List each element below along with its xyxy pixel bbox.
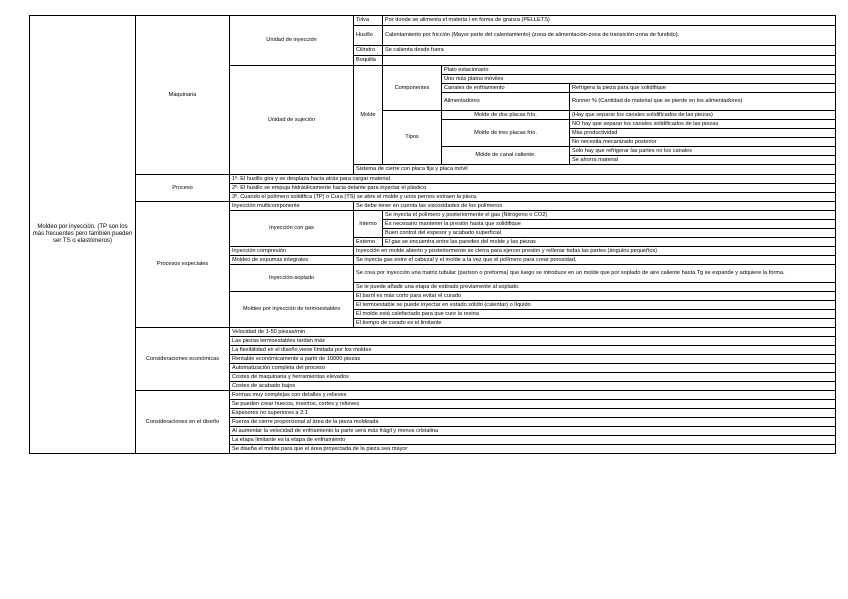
proceso-step-2: 2º. El husillo se empuja hidráulicamente hacia delante para inyectar el plástico	[230, 184, 836, 193]
alimentadores: Alimentadores	[442, 93, 570, 111]
compresion-desc: Inyección en molde abierto y posteriormente se cierra para ejercer presión y rellenar todas las partes (ángulos pequeños)	[354, 247, 836, 256]
diseno-item: Formas muy complejas con detalles y relieves	[230, 391, 836, 400]
inyeccion-gases: Inyección con gas	[230, 211, 354, 247]
consideraciones-diseno-cell: Consideraciones en el diseño	[136, 391, 230, 454]
root-cell: Moldeo por inyección. (TP son los más frecuentes pero también pueden ser TS o elastómeros)	[30, 16, 136, 454]
tres-placas-desc-1: NO hay que separar los canales solidificados de las piezas	[570, 120, 836, 129]
cilindro-cell: Cilindro	[354, 46, 383, 56]
termoestables-desc-3: El molde está calefactado para que cure la resina	[354, 310, 836, 319]
boquilla-desc	[383, 56, 836, 66]
molde-dos-placas: Molde de dos placas frío.	[442, 111, 570, 120]
diseno-item: Espesores no superiores a 2:1	[230, 409, 836, 418]
gas-externo-desc: El gas se encuentra entre las paredes del molde y las piezas	[383, 238, 836, 247]
moldeo-espumas: Moldeo de espumas integrales	[230, 256, 354, 265]
proceso-step-1: 1º. El husillo gira y se desplaza hacia atrás para cargar material	[230, 175, 836, 184]
moldeo-termoestables: Moldeo por inyección de termoestables	[230, 292, 354, 328]
platos-moviles: Uno más platos móviles	[442, 75, 836, 84]
tres-placas-desc-3: No necesita mecanizado posterior	[570, 138, 836, 147]
diseno-item: Fuerza de cierre proporcional al área de la pieza moldeada	[230, 418, 836, 427]
dos-placas-desc: (Hay que separar los canales solidificados de las piezas)	[570, 111, 836, 120]
plato-estacionario: Plato estacionario	[442, 66, 836, 75]
gas-interno-desc-3: Buen control del espesor y acabado superficial	[383, 229, 836, 238]
proceso-step-3: 3º. Cuando el polímero solidifica (TP) o Cura (TS) se abre el molde y unos pernos extraen la pieza.	[230, 193, 836, 202]
gas-interno-desc-1: Se inyecta el polímero y posteriormente el gas (Nitrógeno o CO2)	[383, 211, 836, 220]
economicas-item: Costes de maquinaria y herramientas elevados	[230, 373, 836, 382]
proceso-cell: Proceso	[136, 175, 230, 202]
componentes-cell: Componentes	[383, 66, 442, 111]
inyeccion-multicomponente: Inyección multicomponente	[230, 202, 354, 211]
molde-tres-placas: Molde de tres placas frío.	[442, 120, 570, 147]
canal-caliente-desc-1: Solo hay que refrigerar las partes no los canales	[570, 147, 836, 156]
gas-interno-desc-2: Es necesario mantener la presión hasta que solidifique	[383, 220, 836, 229]
sistema-cierre: Sistema de cierre con placa fija y placa móvil	[354, 165, 836, 175]
procesos-especiales-cell: Procesos especiales	[136, 202, 230, 328]
soplado-desc-1: Se crea por inyección una matriz tubular (parison o preforma) que luego se introduce en un molde que por soplado de aire caliente hasta Tg se expande y adquiere la forma.	[354, 265, 836, 283]
consideraciones-economicas-cell: Consideraciones económicas	[136, 328, 230, 391]
canales-desc: Refrigera la pieza para que solidifique	[570, 84, 836, 93]
termoestables-desc-4: El tiempo de curado es el limitante	[354, 319, 836, 328]
diseno-item: Se pueden crear huecos, insertos, cortes y relieves	[230, 400, 836, 409]
diseno-item: Al aumentar la velocidad de enfriamiento la parte será más frágil y menos cristalina	[230, 427, 836, 436]
molde-cell: Molde	[354, 66, 383, 165]
inyeccion-soplado: Inyección-soplado	[230, 265, 354, 292]
economicas-item: Costes de acabado bajos	[230, 382, 836, 391]
unidad-sujecion-cell: Unidad de sujeción	[230, 66, 354, 175]
economicas-item: Las piezas termoestables tardan más	[230, 337, 836, 346]
summary-table	[29, 15, 836, 454]
inyeccion-compresion: Inyección compresión	[230, 247, 354, 256]
gas-interno: Interno	[354, 211, 383, 238]
canal-caliente-desc-2: Se ahorra material	[570, 156, 836, 165]
tipos-cell: Tipos	[383, 111, 442, 165]
tolva-cell: Tolva	[354, 16, 383, 26]
cilindro-desc: Se calienta desde fuera	[383, 46, 836, 56]
soplado-desc-2: Se le puede añadir una etapa de estirado previamente al soplado.	[354, 283, 836, 292]
tres-placas-desc-2: Más productividad	[570, 129, 836, 138]
canales-enfriamiento: Canales de enfriamiento	[442, 84, 570, 93]
economicas-item: Automatización completa del proceso	[230, 364, 836, 373]
alimentadores-desc: Runner % (Cantidad de material que se pierde en los alimentadores)	[570, 93, 836, 111]
tolva-desc: Por donde se alimenta el materia l en forma de granza (PELLETS)	[383, 16, 836, 26]
termoestables-desc-1: El barril es más corto para evitar el curado	[354, 292, 836, 301]
economicas-item: Velocidad de 1-50 piezas/min	[230, 328, 836, 337]
economicas-item: La flexibilidad en el diseño viene limitada por los moldes	[230, 346, 836, 355]
gas-externo: Externo	[354, 238, 383, 247]
diseno-item: La etapa limitante es la etapa de enfriamiento	[230, 436, 836, 445]
husillo-cell: Husillo	[354, 26, 383, 46]
termoestables-desc-2: El termoestable se puede inyectar en estado sólido (calentar) o líquido	[354, 301, 836, 310]
maquinaria-cell: Maquinaria	[136, 16, 230, 175]
husillo-desc: Calentamiento por fricción (Mayor parte del calentamiento) (zona de alimentación-zona de transición-zona de fundido).	[383, 26, 836, 46]
espumas-desc: Se inyecta gas entre el cabezal y el molde a la vez que el polímero para crear porosidad.	[354, 256, 836, 265]
unidad-inyeccion-cell: Unidad de inyección	[230, 16, 354, 66]
economicas-item: Rentable económicamente a partir de 10000 piezas	[230, 355, 836, 364]
multicomponente-desc: Se debe tener en cuenta las viscosidades de los polímeros	[354, 202, 836, 211]
boquilla-cell: Boquilla	[354, 56, 383, 66]
diseno-item: Se diseña el molde para que el área proyectada de la pieza sea mayor	[230, 445, 836, 454]
molde-canal-caliente: Molde de canal caliente.	[442, 147, 570, 165]
